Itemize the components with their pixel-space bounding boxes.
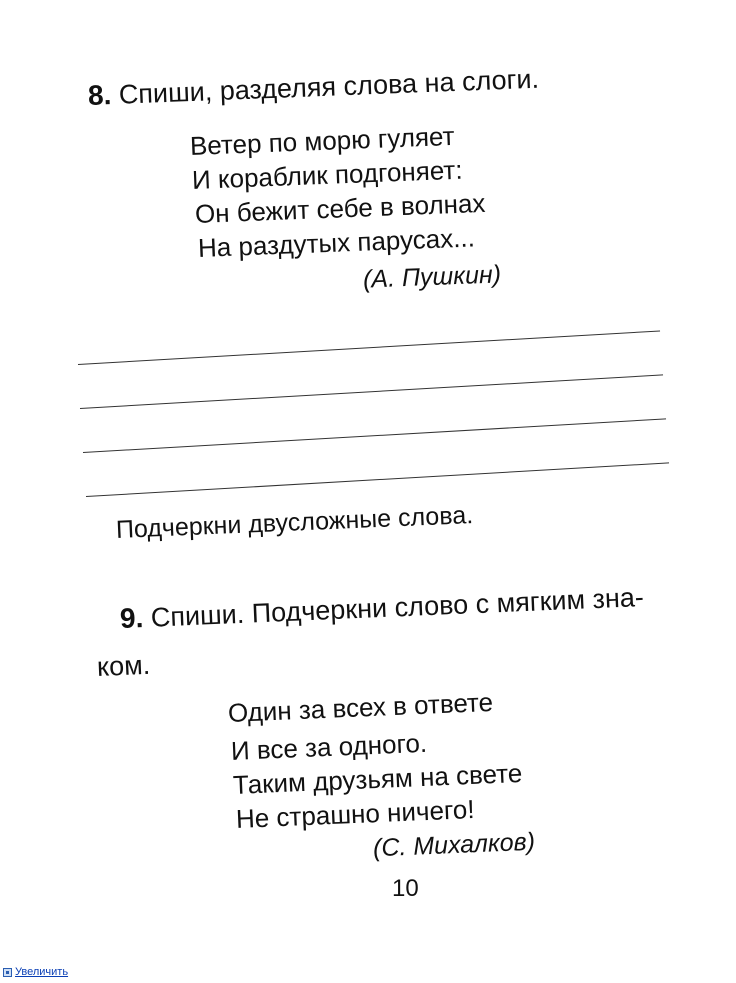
writing-line-2 <box>80 374 663 409</box>
magnifier-icon <box>3 968 12 977</box>
page-number: 10 <box>392 875 419 902</box>
task9-instruction-line-1: Спиши. Подчеркни слово с мягким зна- <box>150 582 645 633</box>
task8-poem-line-2: И кораблик подгоняет: <box>191 154 464 195</box>
task8-followup: Подчеркни двусложные слова. <box>115 501 474 544</box>
task9-poem-line-4: Не страшно ничего! <box>235 794 476 834</box>
task9-poem-line-3: Таким друзьям на свете <box>232 757 523 800</box>
task8-instruction: Спиши, разделяя слова на слоги. <box>118 63 540 110</box>
task9-number: 9. <box>119 602 144 634</box>
task9-heading <box>119 583 644 633</box>
task8-heading <box>87 65 539 110</box>
task8-poem-line-3: Он бежит себе в волнах <box>194 187 486 229</box>
task8-poem-line-4: На раздутых парусах... <box>197 222 476 263</box>
writing-line-4 <box>86 462 669 497</box>
task8-number: 8. <box>87 79 112 111</box>
task8-poem-line-1: Ветер по морю гуляет <box>189 120 456 161</box>
task9-poem-line-2: И все за одного. <box>230 727 428 766</box>
task9-instruction-line-2: ком. <box>96 649 151 682</box>
writing-line-1 <box>78 330 660 365</box>
writing-line-3 <box>83 418 666 453</box>
zoom-link-label: Увеличить <box>15 966 69 978</box>
task9-poem-line-1: Один за всех в ответе <box>227 686 494 728</box>
task8-author: (А. Пушкин) <box>362 260 502 294</box>
task9-author: (С. Михалков) <box>372 827 536 863</box>
zoom-link[interactable] <box>3 966 68 978</box>
